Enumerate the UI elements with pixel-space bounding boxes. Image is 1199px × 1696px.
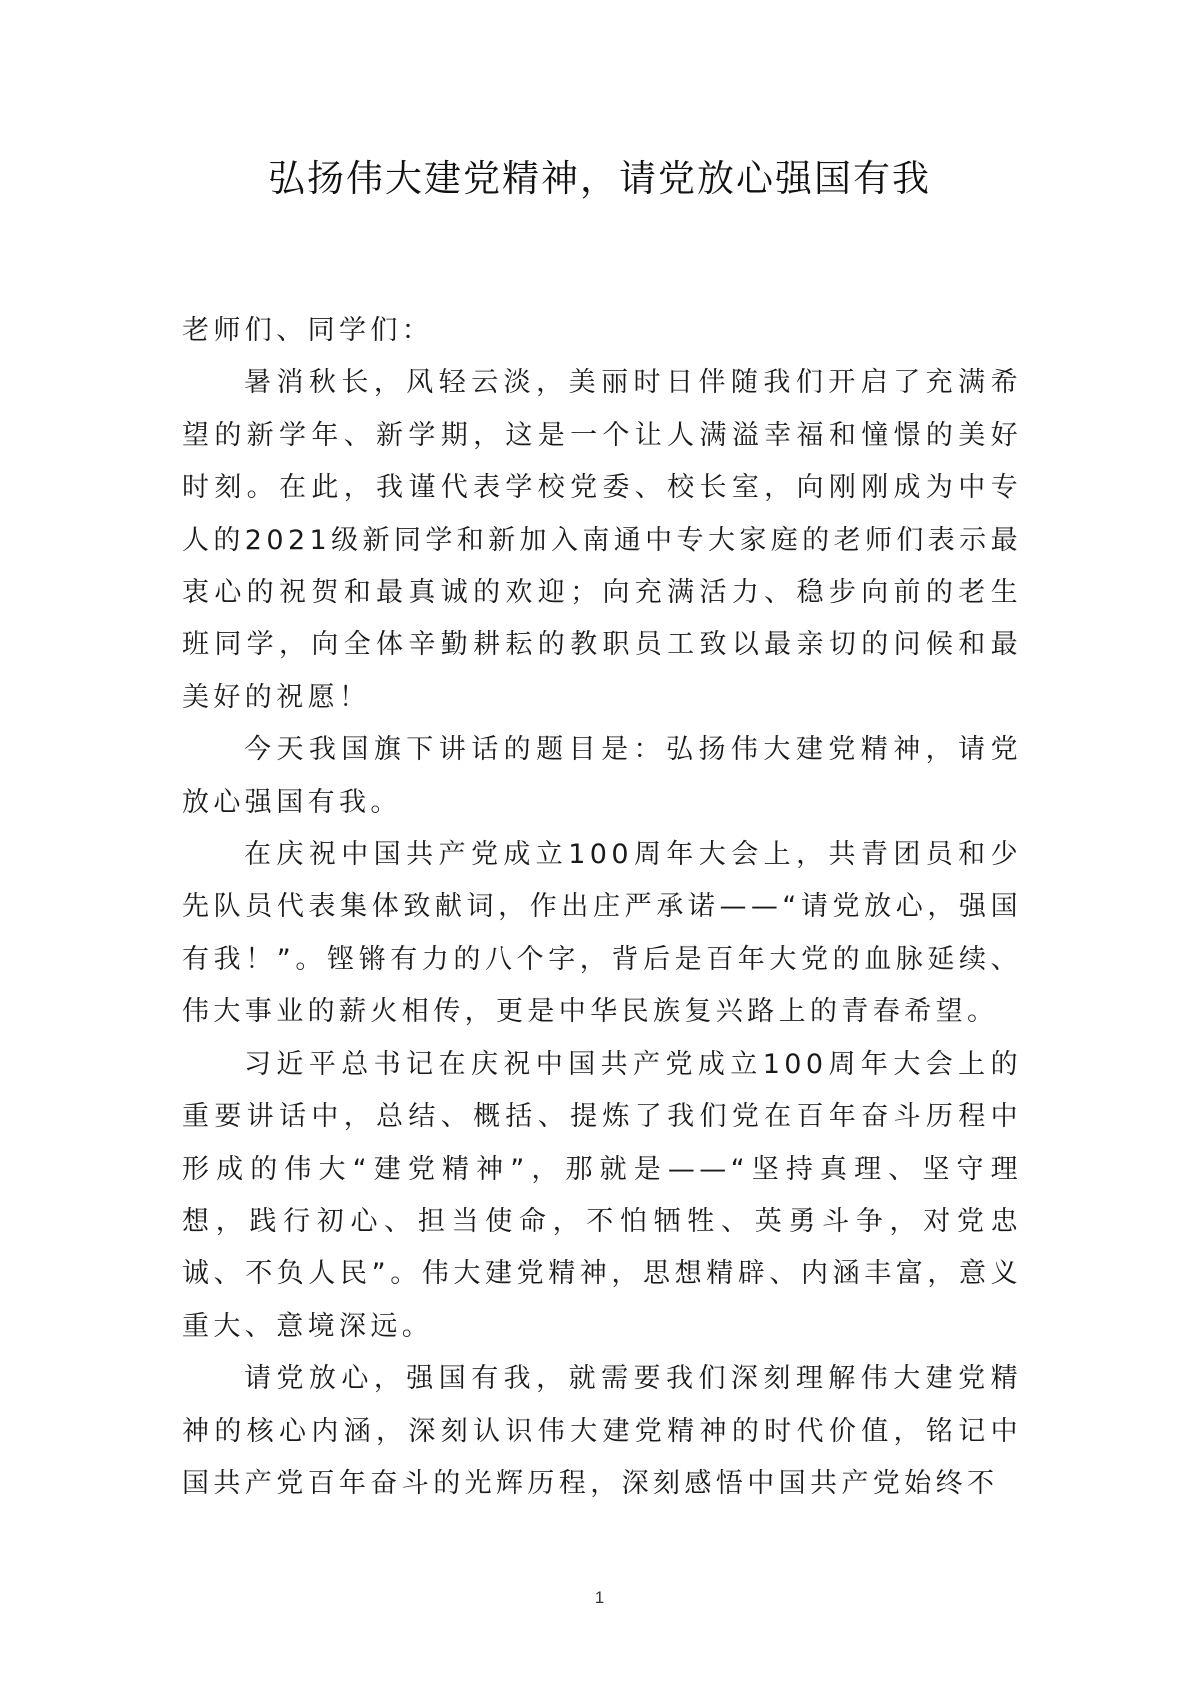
paragraph: 今天我国旗下讲话的题目是：弘扬伟大建党精神，请党放心强国有我。	[182, 734, 1022, 818]
salutation: 老师们、同学们：	[182, 315, 434, 346]
paragraph: 习近平总书记在庆祝中国共产党成立100周年大会上的重要讲话中，总结、概括、提炼了我们党在百年奋斗历程中形成的伟大“建党精神”，那就是——“坚持真理、坚守理想，践行初心、担当使命，不怕牺牲、英勇斗争，对党忠诚、不负人民”。伟大建党精神，思想精辟、内涵丰富，意义重大、意境深远。	[182, 1048, 1022, 1342]
document-title: 弘扬伟大建党精神，请党放心强国有我	[268, 157, 931, 200]
paragraph: 请党放心，强国有我，就需要我们深刻理解伟大建党精神的核心内涵，深刻认识伟大建党精神的时代价值，铭记中国共产党百年奋斗的光辉历程，深刻感悟中国共产党始终不	[182, 1363, 1022, 1499]
document-body	[182, 305, 1022, 1510]
paragraph: 暑消秋长，风轻云淡，美丽时日伴随我们开启了充满希望的新学年、新学期，这是一个让人满溢幸福和憧憬的美好时刻。在此，我谨代表学校党委、校长室，向刚刚成为中专人的2021级新同学和新加入南通中专大家庭的老师们表示最衷心的祝贺和最真诚的欢迎；向充满活力、稳步向前的老生班同学，向全体辛勤耕耘的教职员工致以最亲切的问候和最美好的祝愿！	[182, 367, 1022, 713]
page-number: 1	[594, 1588, 605, 1607]
paragraph: 在庆祝中国共产党成立100周年大会上，共青团员和少先队员代表集体致献词，作出庄严承诺——“请党放心，强国有我！”。铿锵有力的八个字，背后是百年大党的血脉延续、伟大事业的薪火相传，更是中华民族复兴路上的青春希望。	[182, 839, 1022, 1028]
